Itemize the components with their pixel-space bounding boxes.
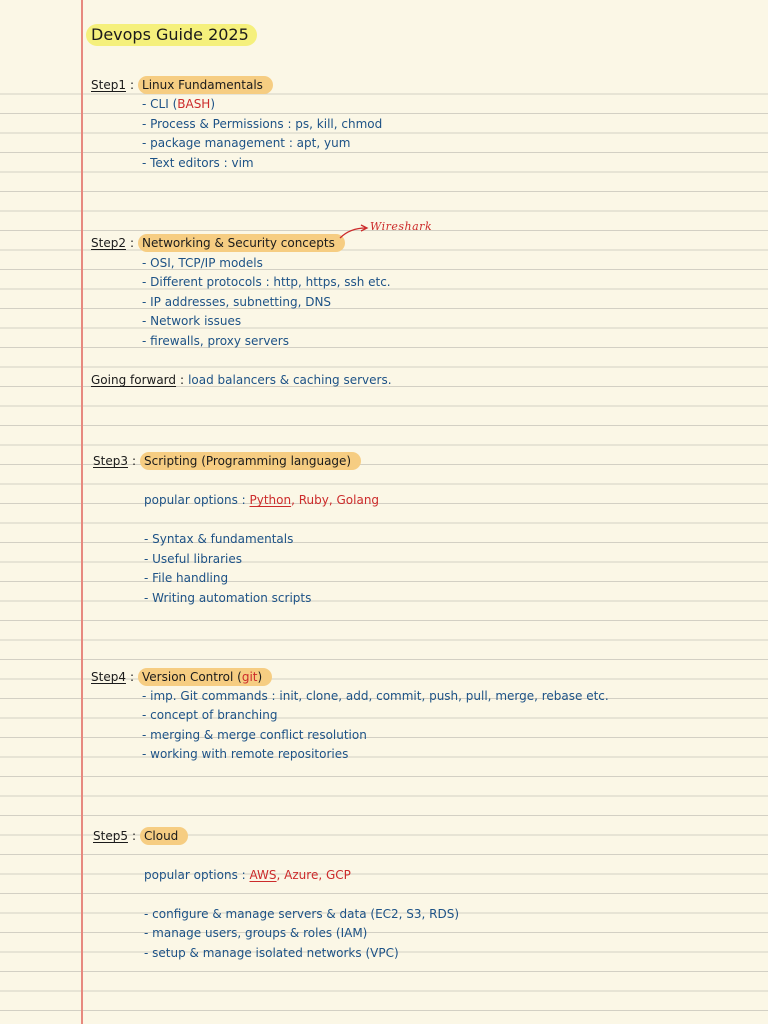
step1-item: - Process & Permissions : ps, kill, chmod xyxy=(142,117,383,131)
step2-title: Networking & Security concepts xyxy=(138,234,345,252)
step3-options: popular options : Python, Ruby, Golang xyxy=(144,493,380,507)
python-option: Python xyxy=(249,493,292,507)
step5-label: Step5 xyxy=(93,829,128,843)
step4-item: - merging & merge conflict resolution xyxy=(142,728,367,742)
step5-title: Cloud xyxy=(140,827,188,845)
bash-highlight: BASH xyxy=(177,97,211,111)
step2-item: - firewalls, proxy servers xyxy=(142,334,289,348)
step3-title: Scripting (Programming language) xyxy=(140,452,361,470)
step2-item: - IP addresses, subnetting, DNS xyxy=(142,295,332,309)
step5-item: - manage users, groups & roles (IAM) xyxy=(144,926,368,940)
step2-label: Step2 xyxy=(91,236,126,250)
annotation-text: Wireshark xyxy=(370,220,433,233)
step3-item: - Useful libraries xyxy=(144,552,243,566)
step3-item: - Syntax & fundamentals xyxy=(144,532,294,546)
step2-heading: Step2 : Networking & Security concepts xyxy=(91,233,345,253)
step5-item: - setup & manage isolated networks (VPC) xyxy=(144,946,399,960)
step3-label: Step3 xyxy=(93,454,128,468)
step1-item-cli: - CLI (BASH) xyxy=(142,97,216,111)
step4-item: - concept of branching xyxy=(142,708,278,722)
going-forward-text: load balancers & caching servers. xyxy=(188,373,392,387)
step1-item: - Text editors : vim xyxy=(142,156,254,170)
step4-item: - imp. Git commands : init, clone, add, commit, push, pull, merge, rebase etc. xyxy=(142,689,609,703)
step5-options: popular options : AWS, Azure, GCP xyxy=(144,868,351,882)
step2-item: - OSI, TCP/IP models xyxy=(142,256,263,270)
margin-line xyxy=(81,0,83,1024)
step3-item: - Writing automation scripts xyxy=(144,591,312,605)
step1-label: Step1 xyxy=(91,78,126,92)
arrow-icon xyxy=(338,222,372,240)
step3-heading: Step3 : Scripting (Programming language) xyxy=(93,451,361,471)
step5-item: - configure & manage servers & data (EC2, S3, RDS) xyxy=(144,907,460,921)
step1-item: - package management : apt, yum xyxy=(142,136,351,150)
step2-item: - Different protocols : http, https, ssh etc. xyxy=(142,275,391,289)
step4-label: Step4 xyxy=(91,670,126,684)
step4-heading: Step4 : Version Control (git) xyxy=(91,667,272,687)
aws-option: AWS xyxy=(249,868,277,882)
step2-item: - Network issues xyxy=(142,314,242,328)
going-forward-label: Going forward xyxy=(91,373,177,387)
git-highlight: git xyxy=(241,670,258,684)
step4-title: Version Control (git) xyxy=(138,668,272,686)
wireshark-annotation xyxy=(338,220,448,242)
step1-title: Linux Fundamentals xyxy=(138,76,273,94)
step5-heading: Step5 : Cloud xyxy=(93,826,188,846)
step4-item: - working with remote repositories xyxy=(142,747,349,761)
step1-heading: Step1 : Linux Fundamentals xyxy=(91,75,273,95)
step3-item: - File handling xyxy=(144,571,229,585)
going-forward-line: Going forward : load balancers & caching servers. xyxy=(91,373,392,387)
page-title: Devops Guide 2025 xyxy=(86,24,257,46)
